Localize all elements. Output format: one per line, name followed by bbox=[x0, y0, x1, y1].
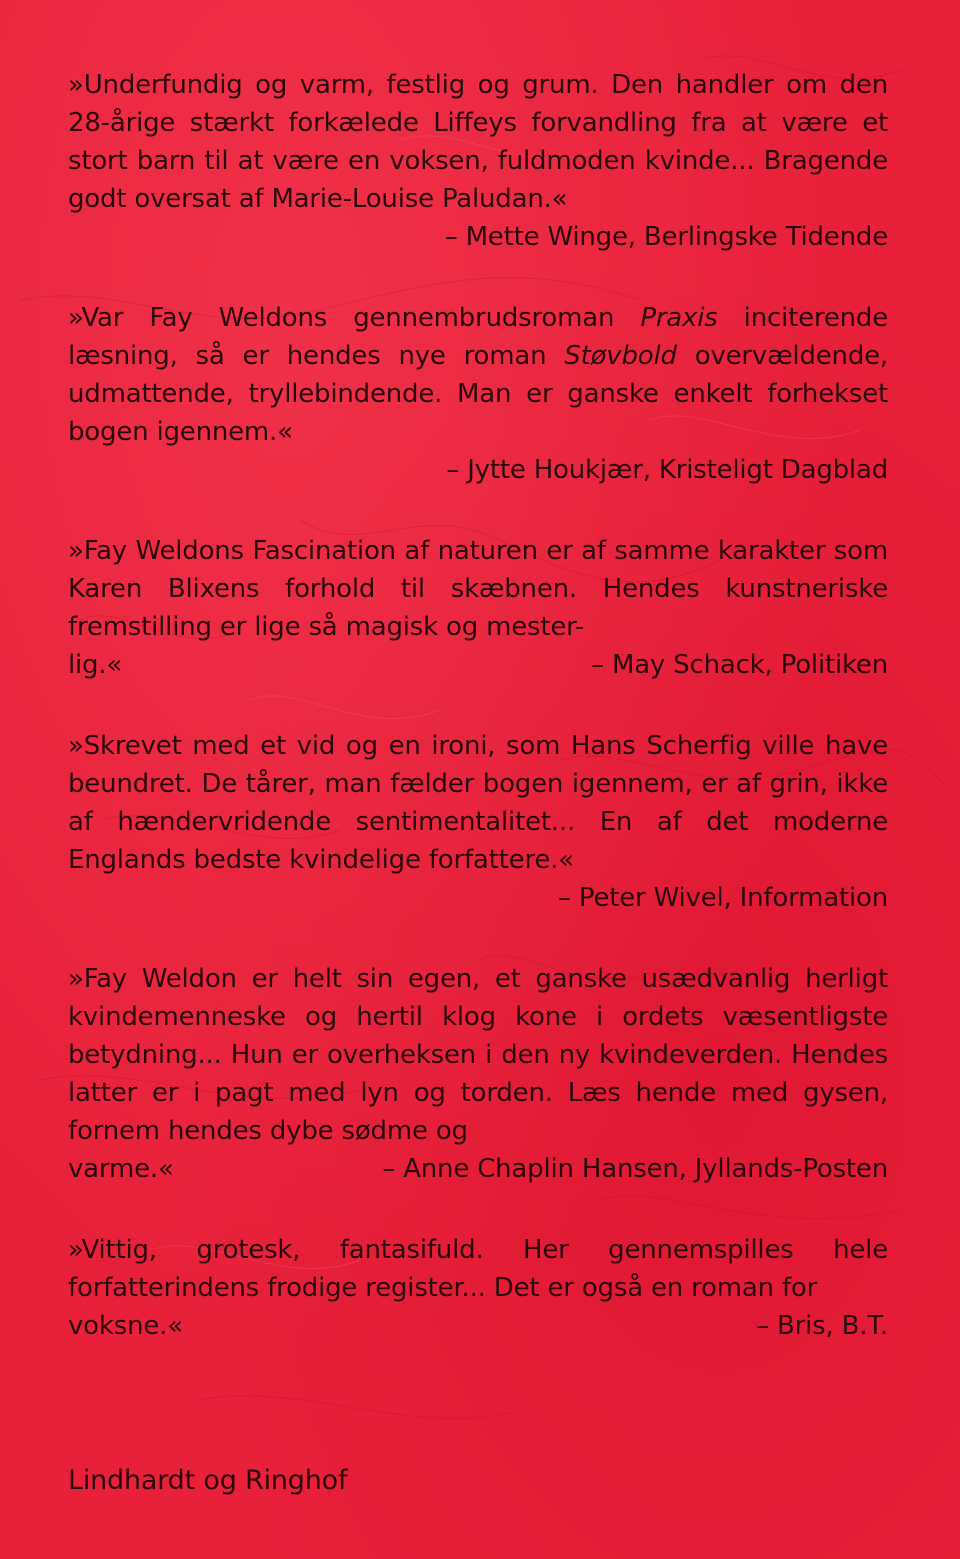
review-6 bbox=[68, 1231, 888, 1345]
book-title-praxis: Praxis bbox=[640, 303, 718, 333]
review-5 bbox=[68, 960, 888, 1188]
review-source: – Bris, B.T. bbox=[756, 1311, 888, 1341]
review-quote bbox=[68, 299, 888, 451]
book-title-stovbold: Støvbold bbox=[564, 341, 677, 371]
review-quote-text: inciterende læsning, så er hendes nye roman bbox=[68, 303, 888, 371]
review-last-line bbox=[68, 1150, 888, 1188]
review-last-line bbox=[68, 1307, 888, 1345]
review-1 bbox=[68, 66, 888, 256]
review-quote-text: overvældende, udmattende, tryllebindende. Man er ganske enkelt forhekset bogen igennem.« bbox=[68, 341, 888, 447]
review-source: – May Schack, Politiken bbox=[591, 650, 888, 680]
review-quote-text: »Var Fay Weldons gennembrudsroman bbox=[68, 303, 641, 333]
review-source: – Anne Chaplin Hansen, Jyllands-Posten bbox=[382, 1154, 888, 1184]
review-quote: »Fay Weldon er helt sin egen, et ganske usædvanlig herligt kvindemenneske og hertil klog kone i ordets væsentligste betydning... Hun er overheksen i den ny kvindeverden. Hendes latter er i pagt med lyn og torden. Læs hende med gysen, fornem hendes dybe sødme og bbox=[68, 964, 888, 1146]
review-quote: »Skrevet med et vid og en ironi, som Hans Scherfig ville have beundret. De tårer, man fælder bogen igennem, er af grin, ikke af hændervridende sentimentalitet... En af det moderne Englands bedste kvindelige forfattere.« bbox=[68, 731, 888, 875]
review-4 bbox=[68, 727, 888, 917]
review-source: – Peter Wivel, Information bbox=[558, 883, 888, 913]
review-last-line bbox=[68, 646, 888, 684]
review-2 bbox=[68, 299, 888, 489]
review-quote: »Fay Weldons Fascination af naturen er af samme karakter som Karen Blixens forhold til skæbnen. Hendes kunstneriske fremstilling er lige så magisk og mester- bbox=[68, 536, 888, 642]
review-quote-end: voksne.« bbox=[68, 1311, 183, 1341]
review-3 bbox=[68, 532, 888, 684]
review-quote: »Vittig, grotesk, fantasifuld. Her gennemspilles hele forfatterindens frodige register... Det er også en roman for bbox=[68, 1235, 888, 1303]
review-source: – Jytte Houkjær, Kristeligt Dagblad bbox=[446, 455, 888, 485]
review-quote: »Underfundig og varm, festlig og grum. Den handler om den 28-årige stærkt forkælede Liffeys forvandling fra at være et stort barn til at være en voksen, fuldmoden kvinde... Bragende godt oversat af Marie-Louise Paludan.« bbox=[68, 70, 888, 214]
publisher-name: Lindhardt og Ringhof bbox=[68, 1465, 348, 1496]
review-quote-end: varme.« bbox=[68, 1154, 174, 1184]
review-source: – Mette Winge, Berlingske Tidende bbox=[444, 222, 888, 252]
review-quote-end: lig.« bbox=[68, 650, 123, 680]
